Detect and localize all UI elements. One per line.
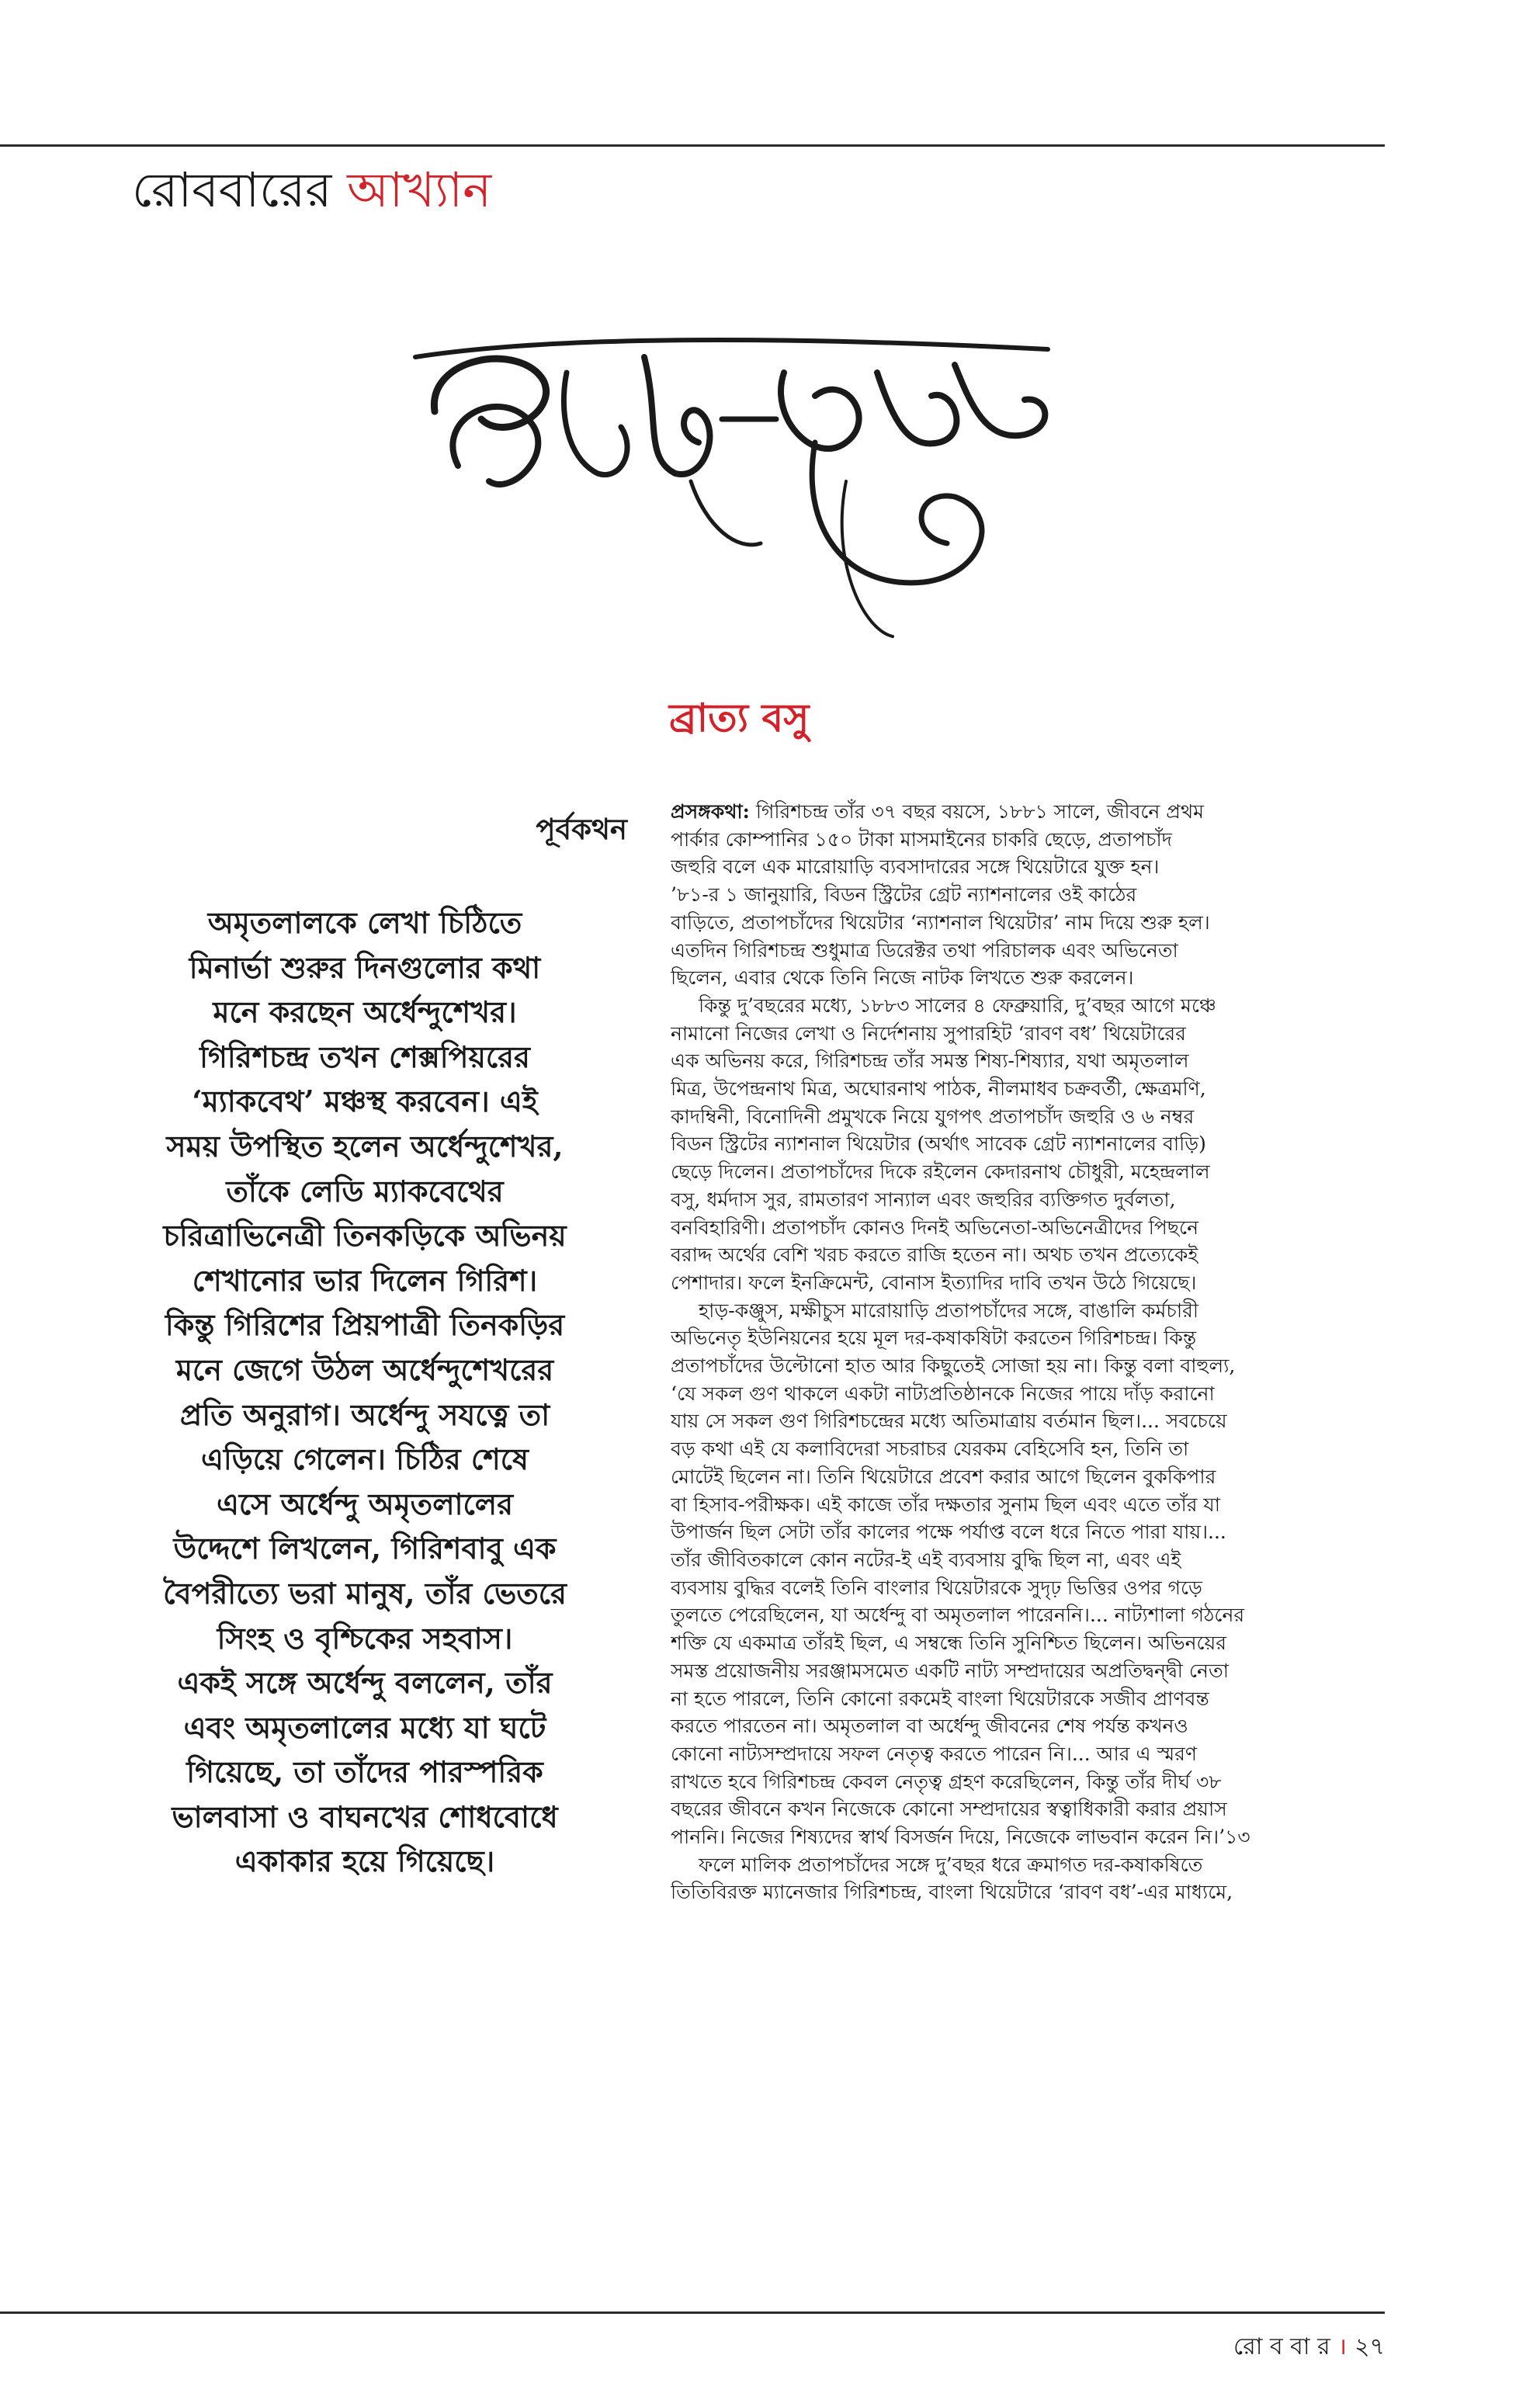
body-line: বসু, ধর্মদাস সুর, রামতারণ সান্যাল এবং জহুরির ব্যক্তিগত দুর্বলতা, bbox=[671, 1188, 1176, 1211]
body-line: তাঁর জীবিতকালে কোন নটের-ই এই ব্যবসায় বুদ্ধি ছিল না, এবং এই bbox=[671, 1548, 1181, 1571]
body-line: মোটেই ছিলেন না। তিনি থিয়েটারে প্রবেশ করার আগে ছিলেন বুককিপার bbox=[671, 1465, 1216, 1488]
subhead: পূর্বকথন bbox=[536, 812, 627, 846]
body-line: অভিনেতৃ ইউনিয়নের হয়ে মূল দর-কষাকষিটা করতেন গিরিশচন্দ্র। কিন্তু bbox=[671, 1327, 1197, 1350]
page-footer bbox=[1233, 2332, 1385, 2363]
body-line: করতে পারতেন না। অমৃতলাল বা অর্ধেন্দু জীবনের শেষ পর্যন্ত কখনও bbox=[671, 1715, 1188, 1738]
pull-quote-line: অমৃতলালকে লেখা চিঠিতে bbox=[207, 905, 522, 940]
bottom-rule bbox=[0, 2311, 1385, 2314]
body-line: পার্কার কোম্পানির ১৫০ টাকা মাসমাইনের চাকরি ছেড়ে, প্রতাপচাঁদ bbox=[671, 827, 1172, 851]
pull-quote-line: মিনার্ভা শুরুর দিনগুলোর কথা bbox=[189, 949, 541, 985]
body-line: না হতে পারলে, তিনি কোনো রকমেই বাংলা থিয়েটারকে সজীব প্রাণবন্ত bbox=[671, 1687, 1209, 1710]
body-line: বিডন স্ট্রিটের ন্যাশনাল থিয়েটার (অর্থাৎ সাবেক গ্রেট ন্যাশনালের বাড়ি) bbox=[671, 1132, 1206, 1156]
pull-quote-line: সময় উপস্থিত হলেন অর্ধেন্দুশেখর, bbox=[166, 1128, 564, 1164]
body-line: সমস্ত প্রয়োজনীয় সরঞ্জামসমেত একটি নাট্য সম্প্রদায়ের অপ্রতিদ্বন্দ্বী নেতা bbox=[671, 1659, 1229, 1682]
body-line: প্রসঙ্গকথা: গিরিশচন্দ্র তাঁর ৩৭ বছর বয়সে, ১৮৮১ সালে, জীবনে প্রথম bbox=[671, 800, 1205, 823]
body-line: ‘যে সকল গুণ থাকলে একটা নাট্যপ্রতিষ্ঠানকে নিজের পায়ে দাঁড় করানো bbox=[671, 1382, 1215, 1405]
body-line: বাড়িতে, প্রতাপচাঁদের থিয়েটার ‘ন্যাশনাল থিয়েটার’ নাম দিয়ে শুরু হল। bbox=[671, 910, 1210, 934]
pull-quote-line: তাঁকে লেডি ম্যাকবেথের bbox=[226, 1173, 504, 1209]
body-line: এক অভিনয় করে, গিরিশচন্দ্র তাঁর সমস্ত শিষ্য-শিষ্যার, যথা অমৃতলাল bbox=[671, 1049, 1189, 1073]
body-line: বছরের জীবনে কখন নিজেকে কোনো সম্প্রদায়ের স্বত্বাধিকারী করার প্রয়াস bbox=[671, 1798, 1227, 1821]
body-line: ফলে মালিক প্রতাপচাঁদের সঙ্গে দু’বছর ধরে ক্রমাগত দর-কষাকষিতে bbox=[699, 1853, 1203, 1876]
body-line: নামানো নিজের লেখা ও নির্দেশনায় সুপারহিট ‘রাবণ বধ’ থিয়েটারের bbox=[671, 1021, 1186, 1045]
body-line: শক্তি যে একমাত্র তাঁরই ছিল, এ সম্বন্ধে তিনি সুনিশ্চিত ছিলেন। অভিনয়ের bbox=[671, 1632, 1227, 1655]
body-line: পাননি। নিজের শিষ্যদের স্বার্থ বিসর্জন দিয়ে, নিজেকে লাভবান করেন নি।’১৩ bbox=[671, 1826, 1250, 1849]
pull-quote-line: সিংহ ও বৃশ্চিকের সহবাস। bbox=[217, 1620, 513, 1656]
body-line: জহুরি বলে এক মারোয়াড়ি ব্যবসাদারের সঙ্গে থিয়েটারে যুক্ত হন। bbox=[671, 855, 1160, 879]
body-line: বা হিসাব-পরীক্ষক। এই কাজে তাঁর দক্ষতার সুনাম ছিল এবং এতে তাঁর যা bbox=[671, 1493, 1221, 1516]
pull-quote-line: চরিত্রাভিনেত্রী তিনকড়িকে অভিনয় bbox=[163, 1218, 567, 1254]
body-line: বড় কথা এই যে কলাবিদেরা সচরাচর যেরকম বেহিসেবি হন, তিনি তা bbox=[671, 1438, 1189, 1461]
pull-quote-line: কিন্তু গিরিশের প্রিয়পাত্রী তিনকড়ির bbox=[165, 1307, 565, 1343]
body-line: ছিলেন, এবার থেকে তিনি নিজে নাটক লিখতে শুরু করলেন। bbox=[671, 966, 1134, 990]
body-line: বরাদ্দ অর্থের বেশি খরচ করতে রাজি হতেন না। অথচ তখন প্রত্যেকেই bbox=[671, 1243, 1198, 1267]
body-line: হাড়-কঞ্জুস, মক্ষীচুস মারোয়াড়ি প্রতাপচাঁদের সঙ্গে, বাঙালি কর্মচারী bbox=[699, 1299, 1199, 1322]
body-line: কাদম্বিনী, বিনোদিনী প্রমুখকে নিয়ে যুগপৎ প্রতাপচাঁদ জহুরি ও ৬ নম্বর bbox=[671, 1105, 1195, 1128]
footer-separator: । bbox=[1337, 2333, 1347, 2360]
body-line: কিন্তু দু’বছরের মধ্যে, ১৮৮৩ সালের ৪ ফেব্রুয়ারি, দু’বছর আগে মঞ্চে bbox=[699, 994, 1216, 1017]
section-title-accent: আখ্যান bbox=[347, 161, 492, 218]
body-line: এতদিন গিরিশচন্দ্র শুধুমাত্র ডিরেক্টর তথা পরিচালক এবং অভিনেতা bbox=[671, 938, 1178, 962]
calligraphic-title bbox=[411, 326, 1079, 652]
pull-quote-line: একই সঙ্গে অর্ধেন্দু বললেন, তাঁর bbox=[177, 1665, 553, 1701]
pull-quote bbox=[101, 900, 629, 1884]
section-title-plain: রোববারের bbox=[132, 161, 332, 218]
pull-quote-line: এসে অর্ধেন্দু অমৃতলালের bbox=[216, 1486, 514, 1521]
pull-quote-line: এবং অমৃতলালের মধ্যে যা ঘটে bbox=[183, 1709, 546, 1745]
pull-quote-line: মনে করছেন অর্ধেন্দুশেখর। bbox=[213, 994, 517, 1030]
body-text bbox=[671, 798, 1361, 1906]
body-line: উপার্জন ছিল সেটা তাঁর কালের পক্ষে পর্যাপ্ত বলে ধরে নিতে পারা যায়।... bbox=[671, 1521, 1226, 1544]
pull-quote-line: বৈপরীত্যে ভরা মানুষ, তাঁর ভেতরে bbox=[163, 1575, 567, 1611]
section-title bbox=[132, 159, 491, 221]
body-line: প্রতাপচাঁদের উল্টোনো হাত আর কিছুতেই সোজা হয় না। কিন্তু বলা বাহুল্য, bbox=[671, 1354, 1236, 1378]
body-line: যায় সে সকল গুণ গিরিশচন্দ্রের মধ্যে অতিমাত্রায় বর্তমান ছিল।... সবচেয়ে bbox=[671, 1410, 1227, 1433]
body-line: তুলতে পেরেছিলেন, যা অর্ধেন্দু বা অমৃতলাল পারেননি।... নাট্যশালা গঠনের bbox=[671, 1604, 1245, 1627]
body-line: কোনো নাট্যসম্প্রদায়ে সফল নেতৃত্ব করতে পারেন নি।... আর এ স্মরণ bbox=[671, 1742, 1197, 1765]
pull-quote-line: প্রতি অনুরাগ। অর্ধেন্দু সযত্নে তা bbox=[179, 1396, 550, 1432]
pull-quote-line: একাকার হয়ে গিয়েছে। bbox=[234, 1843, 495, 1879]
body-line: ব্যবসায় বুদ্ধির বলেই তিনি বাংলার থিয়েটারকে সুদৃঢ় ভিত্তির ওপর গড়ে bbox=[671, 1576, 1202, 1599]
pull-quote-line: মনে জেগে উঠল অর্ধেন্দুশেখরের bbox=[175, 1351, 554, 1387]
body-line: মিত্র, উপেন্দ্রনাথ মিত্র, অঘোরনাথ পাঠক, নীলমাধব চক্রবর্তী, ক্ষেত্রমণি, bbox=[671, 1077, 1206, 1101]
pull-quote-line: ‘ম্যাকবেথ’ মঞ্চস্থ করবেন। এই bbox=[192, 1084, 538, 1119]
body-line: ’৮১-র ১ জানুয়ারি, বিডন স্ট্রিটের গ্রেট ন্যাশনালের ওই কাঠের bbox=[671, 883, 1137, 907]
body-line: তিতিবিরক্ত ম্যানেজার গিরিশচন্দ্র, বাংলা থিয়েটারে ‘রাবণ বধ’-এর মাধ্যমে, bbox=[671, 1881, 1233, 1904]
magazine-name: রো ব বা র bbox=[1233, 2333, 1330, 2360]
body-line: পেশাদার। ফলে ইনক্রিমেন্ট, বোনাস ইত্যাদির দাবি তখন উঠে গিয়েছে। bbox=[671, 1271, 1197, 1294]
pull-quote-line: গিরিশচন্দ্র তখন শেক্সপিয়রের bbox=[199, 1039, 530, 1074]
top-rule bbox=[0, 144, 1385, 147]
page-number: ২৭ bbox=[1354, 2333, 1385, 2360]
pull-quote-line: শেখানোর ভার দিলেন গিরিশ। bbox=[192, 1262, 538, 1298]
author-name: ব্রাত্য বসু bbox=[669, 695, 810, 740]
pull-quote-line: উদ্দেশে লিখলেন, গিরিশবাবু এক bbox=[173, 1531, 557, 1566]
lead-label: প্রসঙ্গকথা: bbox=[671, 800, 750, 823]
body-line: বনবিহারিণী। প্রতাপচাঁদ কোনও দিনই অভিনেতা-অভিনেত্রীদের পিছনে bbox=[671, 1216, 1199, 1239]
body-line: ছেড়ে দিলেন। প্রতাপচাঁদের দিকে রইলেন কেদারনাথ চৌধুরী, মহেন্দ্রলাল bbox=[671, 1160, 1210, 1184]
pull-quote-line: গিয়েছে, তা তাঁদের পারস্পরিক bbox=[186, 1754, 543, 1790]
pull-quote-line: ভালবাসা ও বাঘনখের শোধবোধে bbox=[172, 1798, 558, 1834]
body-line: রাখতে হবে গিরিশচন্দ্র কেবল নেতৃত্ব গ্রহণ করেছিলেন, কিন্তু তাঁর দীর্ঘ ৩৮ bbox=[671, 1770, 1222, 1793]
pull-quote-line: এড়িয়ে গেলেন। চিঠির শেষে bbox=[200, 1441, 529, 1477]
